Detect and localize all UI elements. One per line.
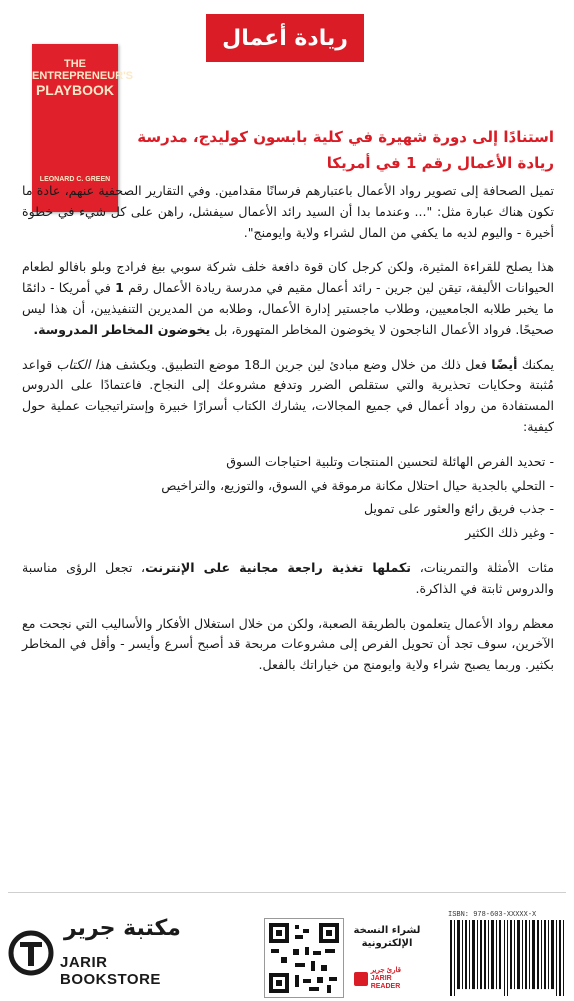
- p2-bold-text: يخوضون المخاطر المدروسة.: [33, 321, 211, 337]
- qr-code: [264, 918, 344, 998]
- jarir-reader-icon: [354, 972, 368, 986]
- jarir-reader-logo: [354, 968, 422, 990]
- category-badge: [206, 14, 364, 62]
- bullet-item: - جذب فريق رائع والعثور على تمويل: [364, 501, 554, 517]
- book-title-line3: PLAYBOOK: [35, 82, 115, 98]
- p2-text-b: في أمريكا - دائمًا ما يخبر طلابه الجامعيين، وطلاب ماجستير إدارة الأعمال، وطلابه من المديرين التنفيذيين، أن هذا ليس صحيحًا. فرواد الأعمال الناجحون لا يخوضون المخاطر المتهورة، بل: [22, 280, 554, 337]
- paragraph-2: [22, 257, 554, 340]
- paragraph-4: [22, 558, 554, 600]
- category-label: ريادة أعمال: [222, 25, 348, 51]
- barcode-icon: [448, 920, 566, 996]
- p2-text-a: هذا يصلح للقراءة المثيرة، ولكن كرجل كان قوة دافعة خلف شركة سوبي بيغ فرادج وبلو بافالو لطعام الحيوانات الأليفة، تيقن لين جرين - رائد أعمال مقيم في مدرسة ريادة الأعمال رقم: [22, 259, 554, 296]
- description-body: [22, 181, 554, 690]
- footer-divider: [8, 892, 566, 893]
- paragraph-3: [22, 355, 554, 438]
- p3-text-c: قواعد مُثبتة وحكايات تحذيرية والتي ستقلص الضرر وتدفع مشروعك إلى النجاح. فاعتمادًا على الدروس المستفادة من رواد أعمال في جميع المجالات، يشارك الكتاب أسرارًا خبيرة وإستراتيجيات عملية حول كيفية:: [22, 356, 554, 434]
- bullet-item: - تحديد الفرص الهائلة لتحسين المنتجات وتلبية احتياجات السوق: [226, 453, 554, 469]
- p2-number: 1: [115, 280, 124, 296]
- book-cover-title: [32, 58, 134, 98]
- jarir-logo: [4, 912, 208, 996]
- qr-code-icon: [265, 919, 343, 997]
- bullet-item: - وغير ذلك الكثير: [465, 525, 554, 541]
- p4-text-b: ، تجعل الرؤى مناسبة والدروس ثابتة في الذاكرة.: [22, 559, 554, 596]
- bullet-list: [22, 452, 554, 544]
- reader-arabic-label: قارئ جرير: [370, 967, 401, 974]
- paragraph-1: تميل الصحافة إلى تصوير رواد الأعمال باعتبارهم فرسانًا مقدامين. وفي التقارير الصحفية عنهم، عادة ما تكون هناك عبارة مثل: "... وعندما بدا أن السيد رائد الأعمال سيفشل، راهن على كل شيء في خطوة أخيرة - واليوم لديه ما يكفي من المال لشراء ولاية وايومنج".: [22, 183, 554, 240]
- paragraph-5: معظم رواد الأعمال يتعلمون بالطريقة الصعبة، ولكن من خلال استغلال الأفكار والأساليب التي نجحت مع الآخرين، سوف تجد أن تحويل الفرص إلى مشروعات مربحة قد أصبح أسرع وأيسر - وأقل في المخاطر بكثير. وربما يصبح شراء ولاية وايومنج من خياراتك بالفعل.: [22, 615, 554, 673]
- isbn-text: ISBN: 978-603-XXXXX-X: [448, 911, 537, 919]
- logo-arabic-text: مكتبة جرير: [64, 916, 181, 941]
- p3-text-b: فعل ذلك من خلال وضع مبادئ لين جرين الـ18 موضع التطبيق. ويكشف: [111, 356, 492, 372]
- bullet-item: - التحلي بالجدية حيال احتلال مكانة مرموقة في السوق، والتوزيع، والتراخيص: [161, 477, 554, 493]
- p4-bold-text: تكملها تغذية راجعة مجانية على الإنترنت: [145, 559, 412, 575]
- jarir-reader-text: [371, 967, 422, 991]
- jarir-logo-icon: [8, 930, 54, 976]
- p4-text-a: مئات الأمثلة والتمرينات،: [411, 559, 554, 575]
- p3-italic-text: هذا الكتاب: [56, 356, 112, 372]
- logo-english-text: JARIR BOOKSTORE: [60, 954, 161, 988]
- book-cover-author: LEONARD C. GREEN: [39, 176, 111, 183]
- book-title-line2: ENTREPRENEUR'S: [32, 70, 134, 82]
- reader-english-label: JARIR READER: [370, 975, 401, 990]
- book-title-line1: THE: [64, 58, 86, 70]
- p3-bold-text: أيضًا: [491, 356, 518, 372]
- subtitle: استنادًا إلى دورة شهيرة في كلية بابسون كوليدج، مدرسة ريادة الأعمال رقم 1 في أمريكا: [137, 128, 554, 172]
- ebook-purchase-text: لشراء النسخة الإلكترونية: [353, 925, 421, 949]
- p3-text-a: يمكنك: [517, 356, 554, 372]
